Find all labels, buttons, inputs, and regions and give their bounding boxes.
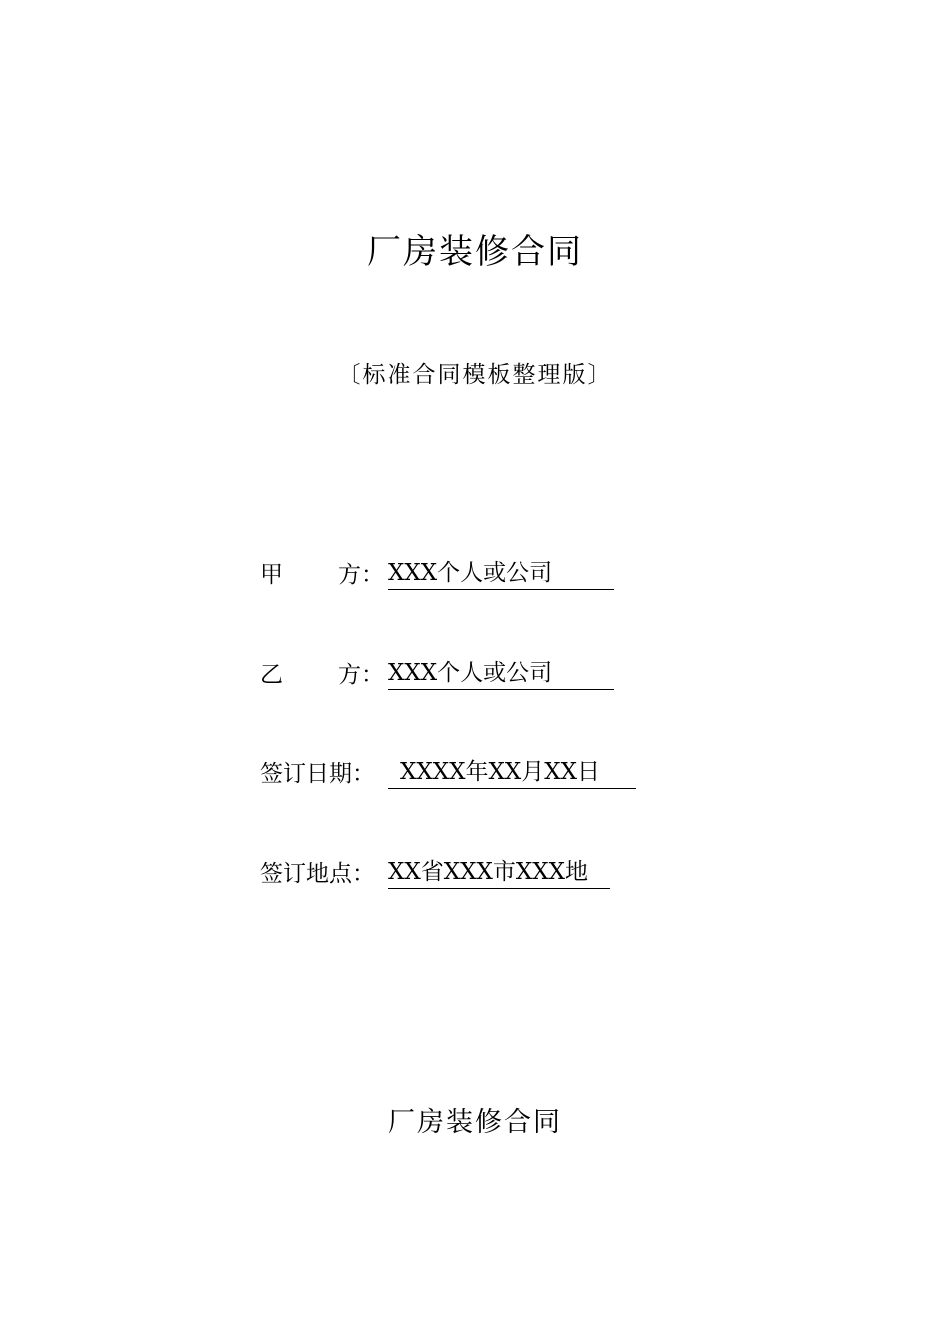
party-a-field: [260, 558, 614, 592]
party-a-label-last: 方：: [338, 562, 384, 588]
footer-title: 厂房装修合同: [388, 1107, 562, 1138]
sign-date-field: [260, 757, 636, 791]
document-subtitle: 〔标准合同模板整理版〕: [337, 362, 613, 388]
sign-date-label: 签订日期：: [260, 761, 375, 787]
sign-place-field: [260, 857, 610, 891]
party-b-label-first: 乙: [260, 662, 283, 688]
party-a-label-first: 甲: [260, 562, 283, 588]
party-a-label: [260, 558, 388, 592]
sign-place-label: 签订地点：: [260, 861, 375, 887]
party-b-field: [260, 658, 614, 692]
sign-place-value: XX省XXX市XXX地: [388, 857, 610, 889]
party-a-value: XXX个人或公司: [388, 558, 614, 590]
party-b-value: XXX个人或公司: [388, 658, 614, 690]
party-b-label: [260, 658, 388, 692]
document-title: 厂房装修合同: [367, 232, 583, 272]
party-b-label-last: 方：: [338, 662, 384, 688]
sign-date-value: XXXX年XX月XX日: [388, 757, 636, 789]
